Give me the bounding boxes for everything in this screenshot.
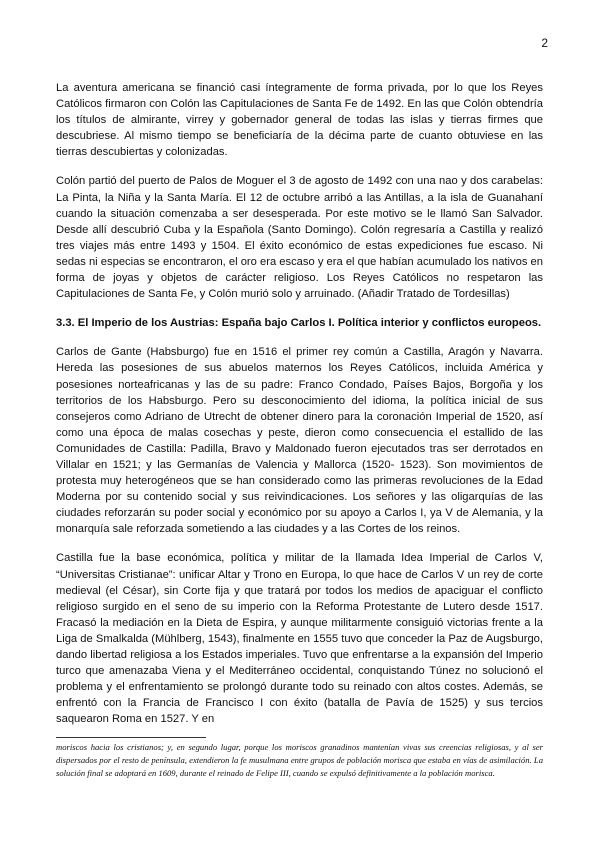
paragraph-colon-viajes: Colón partió del puerto de Palos de Moguer el 3 de agosto de 1492 con una nao y dos carabelas: La Pinta, la Niña y la Santa María. El 12 de octubre arribó a las Antillas, a la isla de Guanahaní cuando la situación comenzaba a ser desesperada. Por este motivo se le llamó San Salvador. Desde allí descubrió Cuba y la Española (Santo Domingo). Colón regresaría a Castilla y realizó tres viajes más entre 1493 y 1504. El éxito económico de estas expediciones fue escaso. Ni sedas ni especias se encontraron, el oro era escaso y era el que habían acumulado los nativos en forma de joyas y objetos de carácter religioso. Los Reyes Católicos no respetaron las Capitulaciones de Santa Fe, y Colón murió solo y arruinado. (Añadir Tratado de Tordesillas) bbox=[56, 175, 543, 301]
footnote-divider bbox=[56, 737, 206, 738]
paragraph-idea-imperial: Castilla fue la base económica, política y militar de la llamada Idea Imperial de Carlos V, “Universitas Cristianae”: unificar Altar y Trono en Europa, lo que hace de Carlos V un rey de corte medieval (el César), sin Corte fija y que tratará por todos los medios de apaciguar el conflicto religioso surgido en el seno de su imperio con la Reforma Protestante de Lutero desde 1517. Fracasó la mediación en la Dieta de Espira, y aunque militarmente consiguió victorias frente a la Liga de Smalkalda (Mühlberg, 1543), finalmente en 1555 tuvo que conceder la Paz de Augsburgo, dando libertad religiosa a los Estados imperiales. Tuvo que enfrentarse a la expansión del Imperio turco que amenazaba Viena y el Mediterráneo occidental, conquistando Túnez no solucionó el problema y el enfrentamiento se prolongó durante todo su reinado con altos costes. Además, se enfrentó con la Francia de Francisco I con éxito (batalla de Pavía de 1525) y sus tercios saquearon Roma en 1527. Y en bbox=[56, 552, 543, 726]
body-text bbox=[56, 80, 543, 727]
paragraph-carlos-de-gante: Carlos de Gante (Habsburgo) fue en 1516 el primer rey común a Castilla, Aragón y Navarra. Hereda las posesiones de sus abuelos maternos los Reyes Católicos, incluida América y posesiones norteafricanas y las de su padre: Franco Condado, Países Bajos, Borgoña y los territorios de los Habsburgo. Pero su desconocimiento del idioma, la política inicial de sus consejeros como Adriano de Utrecht de obtener dinero para la coronación Imperial de 1520, así como una época de malas cosechas y peste, dieron como consecuencia el estallido de las Comunidades de Castilla: Padilla, Bravo y Maldonado fueron ejecutados tras ser derrotados en Villalar en 1521; y las Germanías de Valencia y Mallorca (1520- 1523). Son movimientos de protesta muy heterogéneos que se han considerado como las primeras revoluciones de la Edad Moderna por su contenido social y sus reivindicaciones. Los señores y las oligarquías de las ciudades reforzarán su poder social y económico por su apoyo a Carlos I, ya V de Alemania, y la monarquía sale reforzada sometiendo a las ciudades y a las Cortes de los reinos. bbox=[56, 346, 543, 536]
paragraph-capitulaciones: La aventura americana se financió casi íntegramente de forma privada, por lo que los Reyes Católicos firmaron con Colón las Capitulaciones de Santa Fe de 1492. En las que Colón obtendría los títulos de almirante, virrey y gobernador general de todas las islas y tierras firmes que descubriese. Al mismo tiempo se beneficiaría de la décima parte de cuanto obtuviese en las tierras descubiertas y colonizadas. bbox=[56, 82, 543, 159]
footnote: moriscos hacia los cristianos; y, en segundo lugar, porque los moriscos granadinos mantenían vivas sus creencias religiosas, y al ser dispersados por el resto de península, extendieron la fe musulmana entre grupos de población morisca que estaba en vías de asimilación. La solución final se adoptará en 1609, durante el reinado de Felipe III, cuando se expulsó definitivamente a la población morisca. bbox=[56, 742, 543, 778]
page-number: 2 bbox=[541, 36, 548, 50]
section-heading: 3.3. El Imperio de los Austrias: España bajo Carlos I. Política interior y conflictos europeos. bbox=[56, 317, 542, 330]
